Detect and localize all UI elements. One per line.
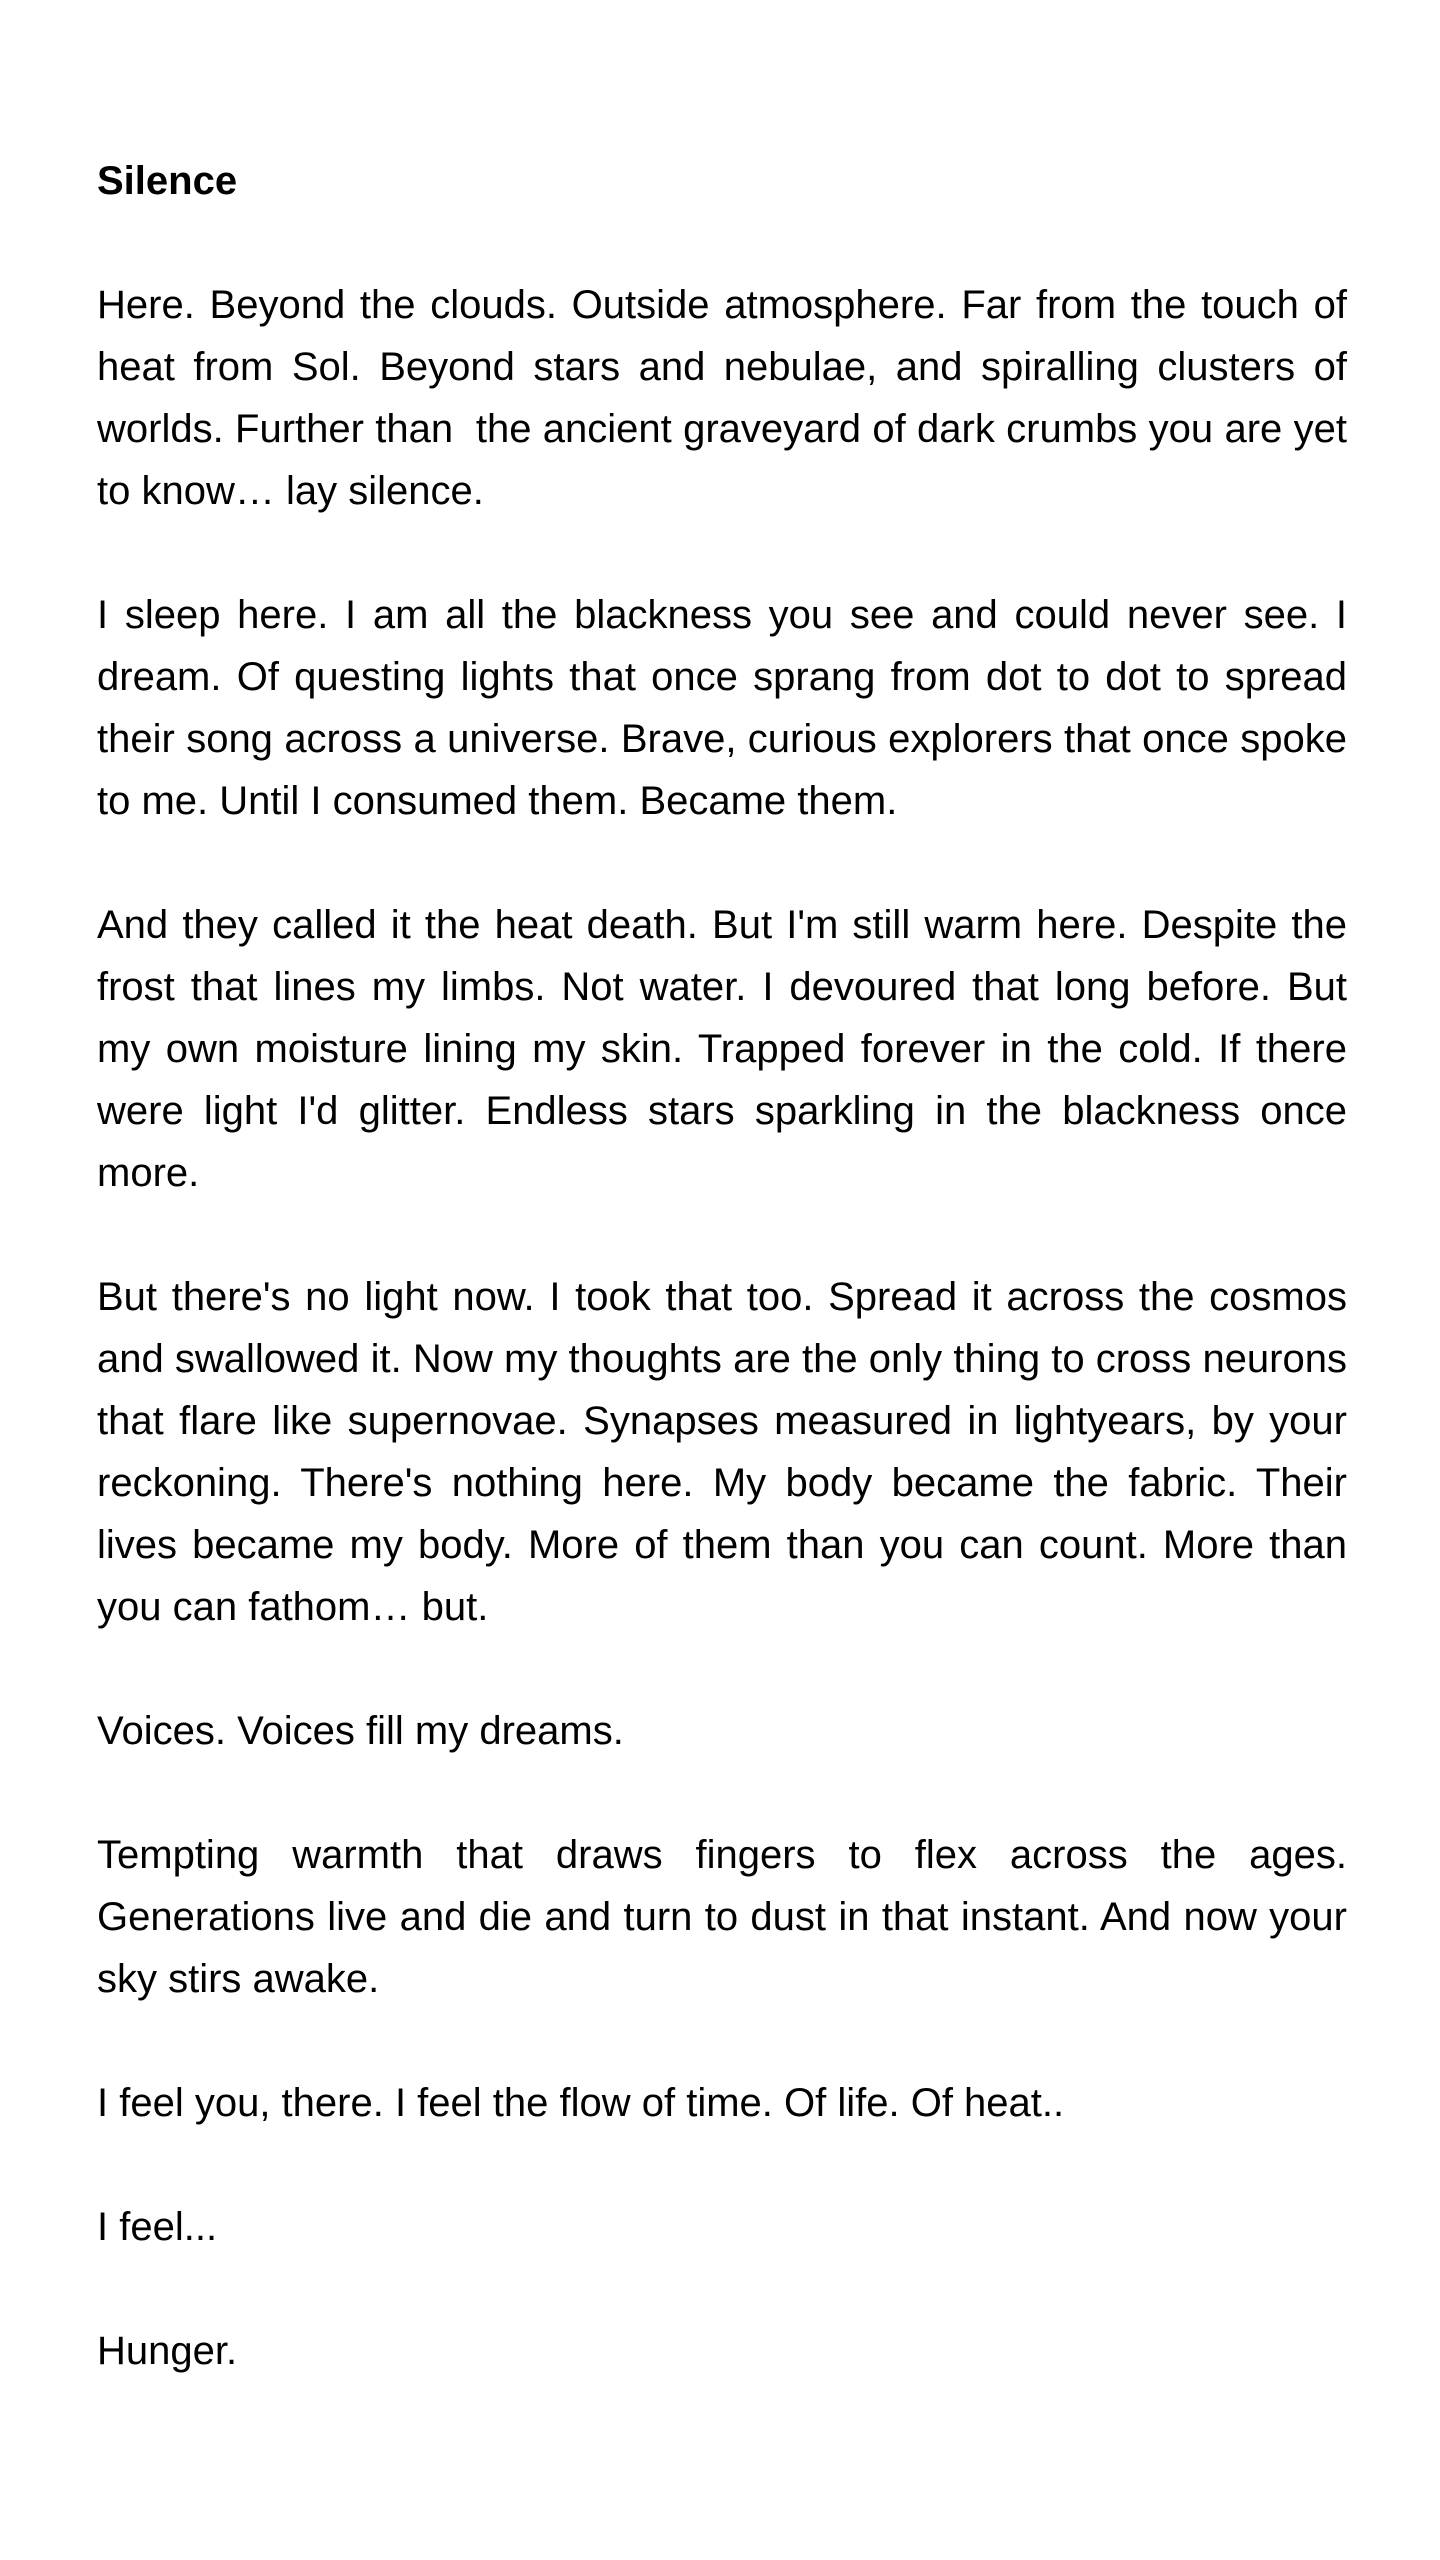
paragraph-7: I feel you, there. I feel the flow of time. Of life. Of heat.. [97,2081,1065,2125]
paragraph-4: But there's no light now. I took that too. Spread it across the cosmos and swallowed it. Now my thoughts are the only thing to cross neurons that flare like supernovae. Synapses measured in lightyears, by your reckoning. There's nothing here. My body became the fabric. Their lives became my body. More of them than you can count. More than you can fathom… but. [97,1275,1359,1629]
paragraph-1: Here. Beyond the clouds. Outside atmosphere. Far from the touch of heat from Sol. Beyond stars and nebulae, and spiralling clusters of worlds. Further than the ancient graveyard of dark crumbs you are yet to know… lay silence. [97,283,1359,513]
document-title: Silence [97,159,238,203]
document-page [97,150,1359,2444]
paragraph-9: Hunger. [97,2329,238,2373]
paragraph-3: And they called it the heat death. But I'm still warm here. Despite the frost that lines my limbs. Not water. I devoured that long before. But my own moisture lining my skin. Trapped forever in the cold. If there were light I'd glitter. Endless stars sparkling in the blackness once more. [97,903,1359,1195]
paragraph-6: Tempting warmth that draws fingers to flex across the ages. Generations live and die and turn to dust in that instant. And now your sky stirs awake. [97,1833,1359,2001]
paragraph-2: I sleep here. I am all the blackness you see and could never see. I dream. Of questing lights that once sprang from dot to dot to spread their song across a universe. Brave, curious explorers that once spoke to me. Until I consumed them. Became them. [97,593,1359,823]
paragraph-8: I feel... [97,2205,218,2249]
paragraph-5: Voices. Voices fill my dreams. [97,1709,624,1753]
